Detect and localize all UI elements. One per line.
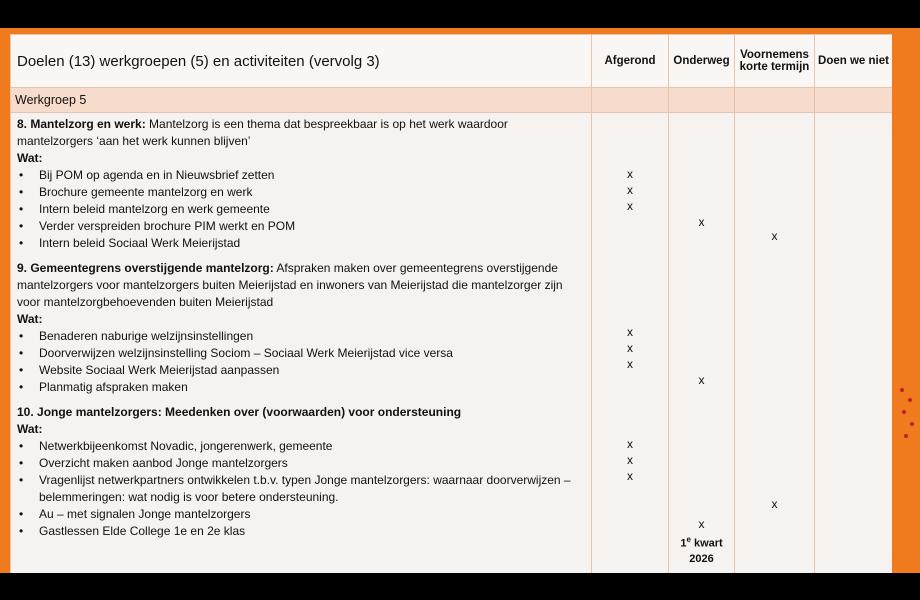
- list-item: • Netwerkbijeenkomst Novadic, jongerenwerk, gemeente: [17, 438, 587, 455]
- decorative-dots: [898, 388, 916, 448]
- wat-label: Wat:: [17, 422, 43, 436]
- status-mark: x: [627, 325, 633, 339]
- column-header-voornemens: Voornemens korte termijn: [735, 35, 815, 88]
- list-item: • Brochure gemeente mantelzorg en werk: [17, 184, 587, 201]
- wat-label: Wat:: [17, 151, 43, 165]
- list-item: • Gastlessen Elde College 1e en 2e klas: [17, 523, 587, 540]
- list-item: • Doorverwijzen welzijnsinstelling Sociom – Sociaal Werk Meierijstad vice versa: [17, 345, 587, 362]
- list-item: • Benaderen naburige welzijnsinstellingen: [17, 328, 587, 345]
- slide-table: [10, 34, 892, 573]
- column-header-doen-we-niet: Doen we niet: [815, 35, 893, 88]
- status-mark: x: [627, 469, 633, 483]
- wat-label: Wat:: [17, 312, 43, 326]
- goals-cell: [11, 113, 592, 574]
- onderweg-column: [669, 113, 735, 574]
- list-item: • Vragenlijst netwerkpartners ontwikkelen t.b.v. typen Jonge mantelzorgers: waarnaar doorverwijzen – belemmeringen: wat nodig is voor betere ondersteuning.: [17, 472, 587, 506]
- section-heading: 9. Gemeentegrens overstijgende mantelzorg:: [17, 261, 274, 275]
- section-9: [17, 260, 587, 396]
- status-mark: x: [627, 167, 633, 181]
- list-item: • Website Sociaal Werk Meierijstad aanpassen: [17, 362, 587, 379]
- page-title: Doelen (13) werkgroepen (5) en activiteiten (vervolg 3): [11, 35, 592, 88]
- status-mark: x: [698, 517, 705, 531]
- table-header-row: [11, 35, 893, 88]
- section-text: Afspraken maken over gemeentegrens overstijgende mantelzorgers voor mantelzorgers buiten Meierijstad en inwoners van Meierijstad die mantelzorger zijn voor mantelzorgbehoevenden buiten Meierijstad: [17, 261, 563, 309]
- status-mark: x: [627, 199, 633, 213]
- doen-we-niet-column: [815, 113, 893, 574]
- status-mark: x: [627, 453, 633, 467]
- status-mark: x: [771, 229, 778, 243]
- group-label: Werkgroep 5: [11, 88, 592, 113]
- status-mark: x: [698, 215, 705, 229]
- column-header-onderweg: Onderweg: [669, 35, 735, 88]
- section-8: [17, 116, 587, 252]
- presentation-screen: [0, 28, 920, 573]
- section-heading: 8. Mantelzorg en werk:: [17, 117, 146, 131]
- table-row: [11, 113, 893, 574]
- list-item: • Intern beleid mantelzorg en werk gemeente: [17, 201, 587, 218]
- planning-note: 1e kwart 2026: [680, 535, 723, 565]
- list-item: • Intern beleid Sociaal Werk Meierijstad: [17, 235, 587, 252]
- status-mark: x: [627, 183, 633, 197]
- afgerond-column: [592, 113, 669, 574]
- section-heading: 10. Jonge mantelzorgers: Meedenken over (voorwaarden) voor ondersteuning: [17, 405, 462, 419]
- status-mark: x: [627, 437, 633, 451]
- list-item: • Bij POM op agenda en in Nieuwsbrief zetten: [17, 167, 587, 184]
- group-row: [11, 88, 893, 113]
- list-item: • Verder verspreiden brochure PIM werkt en POM: [17, 218, 587, 235]
- status-mark: x: [698, 373, 705, 387]
- status-mark: x: [627, 357, 633, 371]
- list-item: • Planmatig afspraken maken: [17, 379, 587, 396]
- status-mark: x: [771, 497, 778, 511]
- section-10: [17, 404, 587, 540]
- voornemens-column: [735, 113, 815, 574]
- column-header-afgerond: Afgerond: [592, 35, 669, 88]
- status-mark: x: [627, 341, 633, 355]
- list-item: • Overzicht maken aanbod Jonge mantelzorgers: [17, 455, 587, 472]
- list-item: • Au – met signalen Jonge mantelzorgers: [17, 506, 587, 523]
- section-text: Mantelzorg is een thema dat bespreekbaar is op het werk waardoor mantelzorgers ‘aan het werk kunnen blijven’: [17, 117, 508, 148]
